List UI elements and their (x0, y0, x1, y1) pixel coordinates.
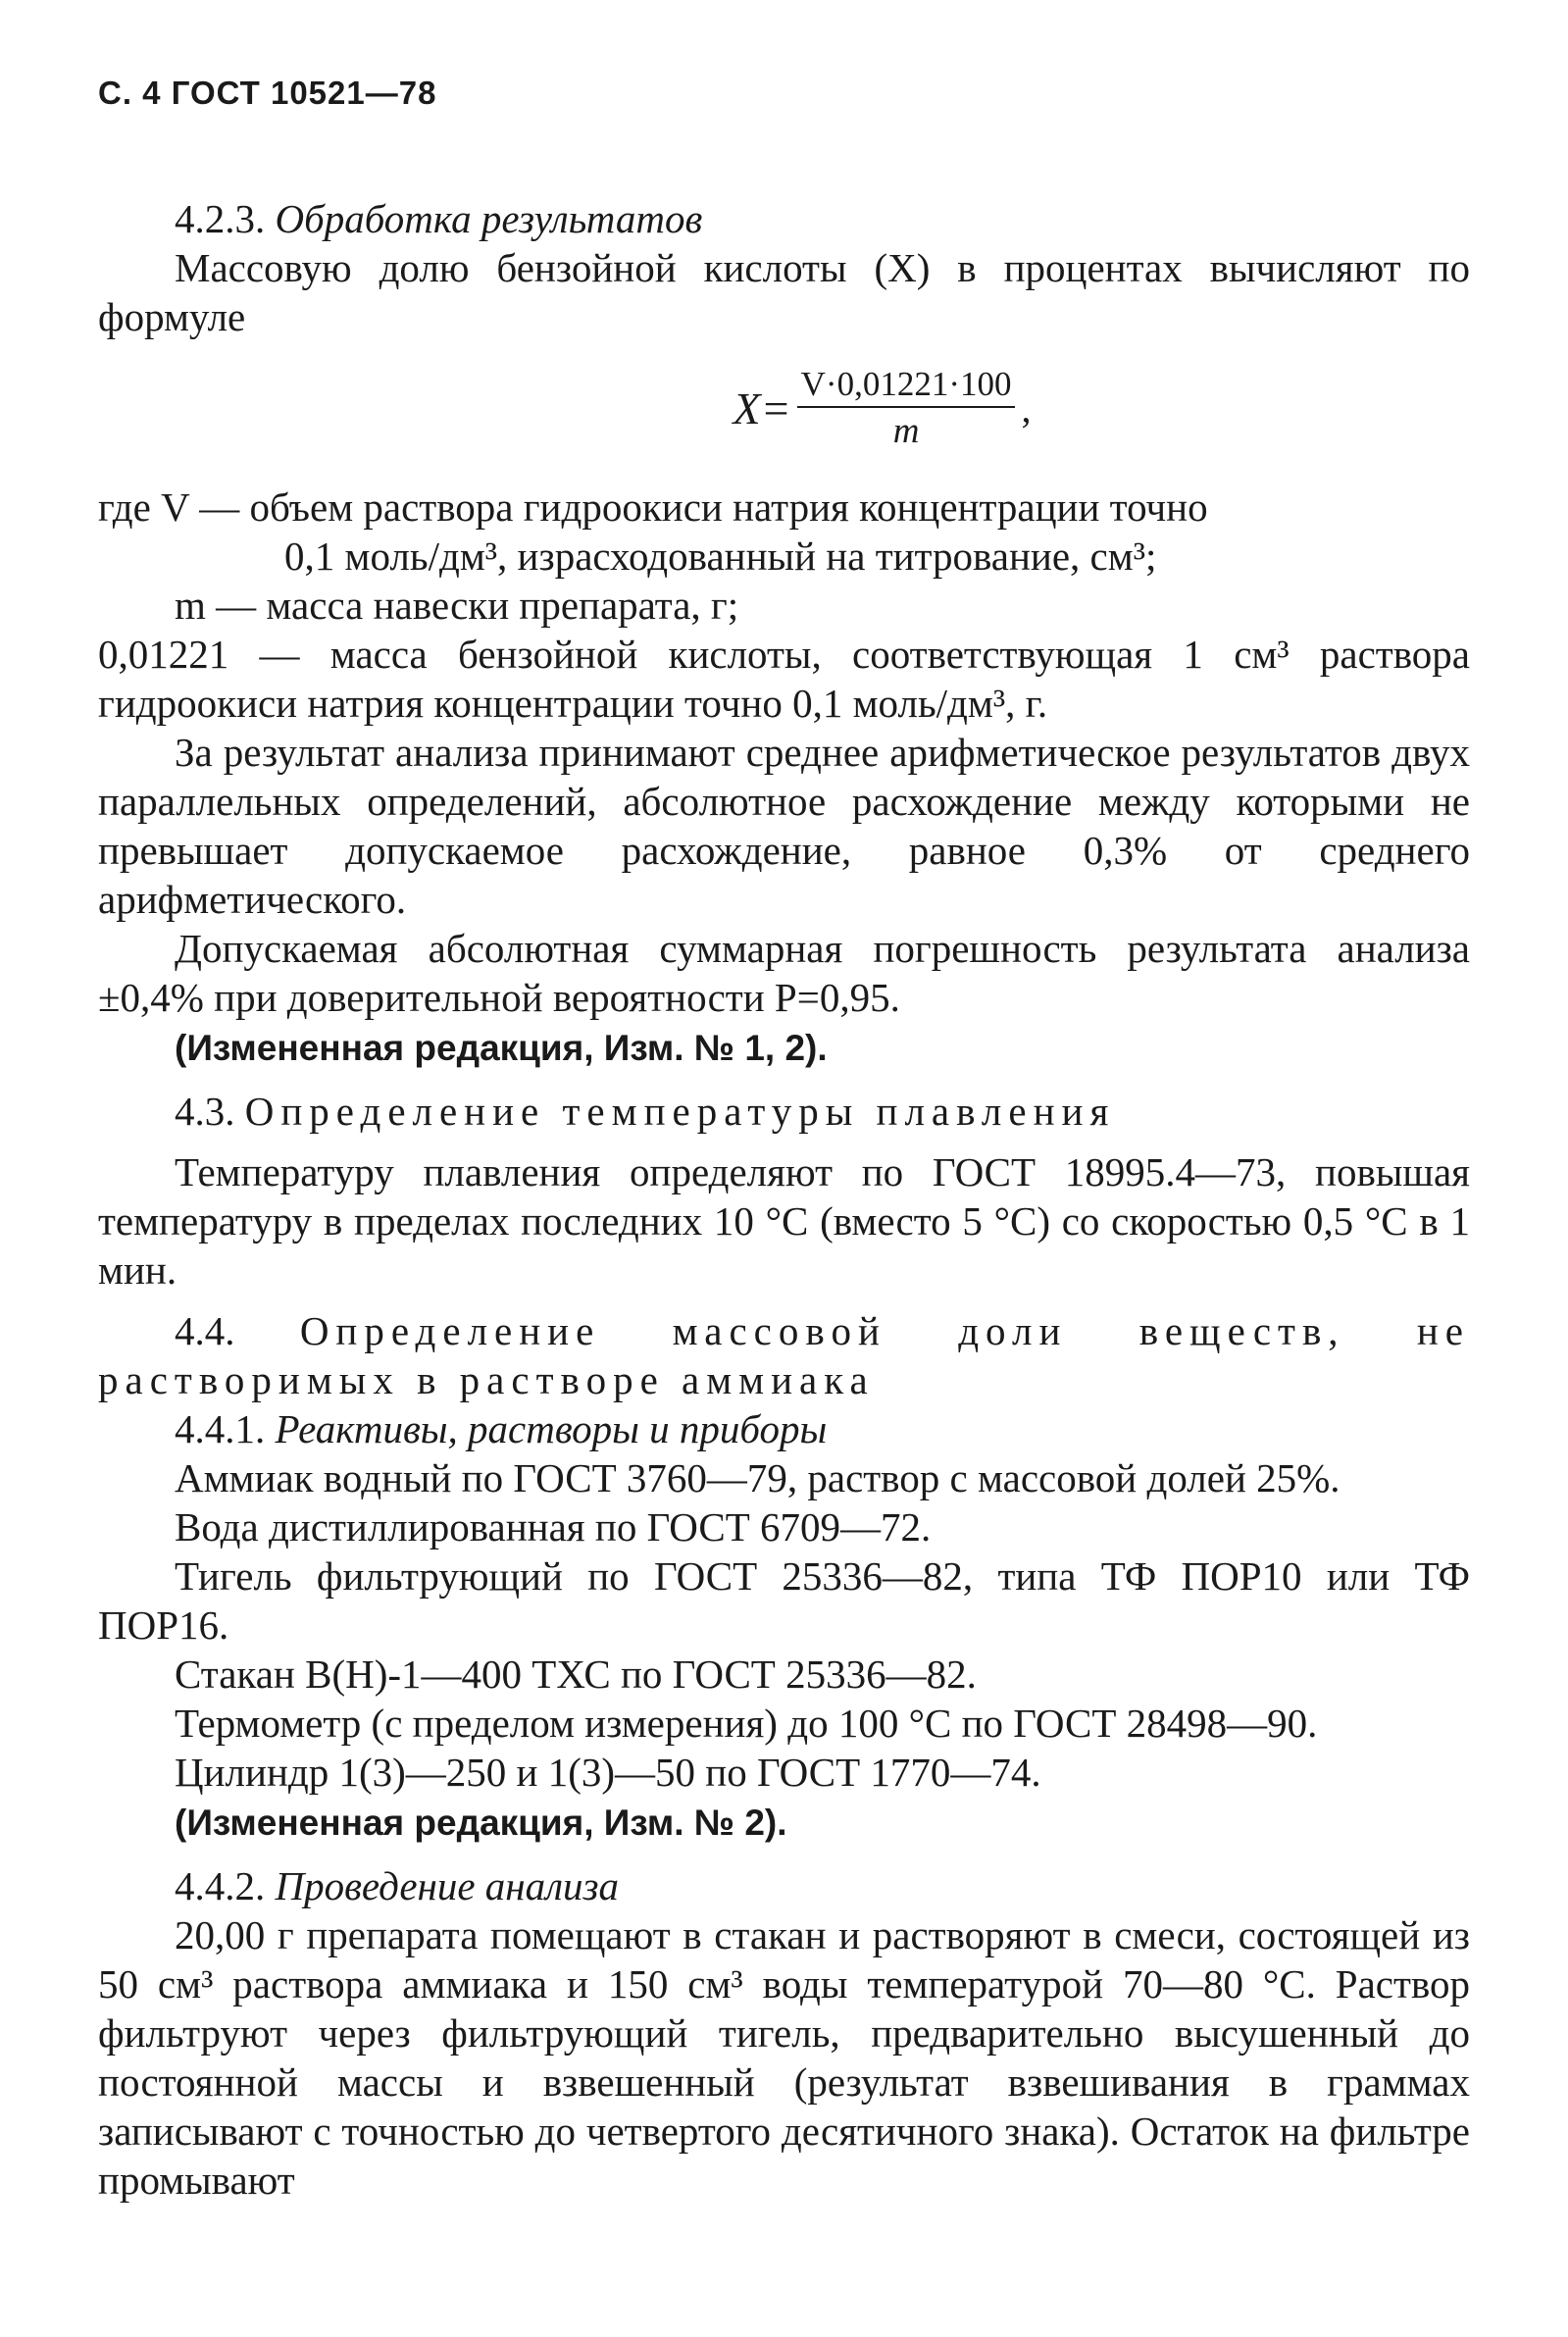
formula-denominator: m (892, 411, 920, 451)
section-heading (98, 194, 1470, 243)
section-heading (98, 1404, 1470, 1453)
section-heading (98, 1306, 1470, 1404)
section-number: 4.4. (175, 1308, 235, 1353)
where-line: 0,1 моль/дм³, израсходованный на титрование, см³; (284, 533, 1157, 579)
section-heading (98, 1861, 1470, 1910)
amendment-note: (Измененная редакция, Изм. № 1, 2). (175, 1028, 828, 1068)
formula-fraction (797, 363, 1016, 455)
section-number: 4.2.3. (175, 196, 266, 241)
list-item: Стакан В(Н)-1—400 ТХС по ГОСТ 25336—82. (175, 1651, 977, 1697)
paragraph: Допускаемая абсолютная суммарная погрешность результата анализа ±0,4% при доверительной вероятности P=0,95. (98, 926, 1470, 1020)
list-item: Цилиндр 1(3)—250 и 1(3)—50 по ГОСТ 1770—74. (175, 1750, 1041, 1795)
formula-numerator: V·0,01221·100 (800, 365, 1012, 403)
section-number: 4.3. (175, 1089, 235, 1134)
formula (294, 341, 1470, 483)
paragraph: Массовую долю бензойной кислоты (X) в процентах вычисляют по формуле (98, 245, 1470, 339)
paragraph: Температуру плавления определяют по ГОСТ 18995.4—73, повышая температуру в пределах последних 10 °С (вместо 5 °С) со скоростью 0,5 °С в 1 мин. (98, 1149, 1470, 1293)
section-title: Определение температуры плавления (244, 1089, 1116, 1134)
section-title: Проведение анализа (275, 1863, 620, 1908)
section-4-4-1 (98, 1404, 1470, 1848)
section-number: 4.4.2. (175, 1863, 266, 1908)
section-heading (98, 1087, 1470, 1136)
section-title: Обработка результатов (275, 196, 703, 241)
section-title: Реактивы, растворы и приборы (275, 1406, 828, 1451)
section-4-4 (98, 1306, 1470, 1404)
list-item: Вода дистиллированная по ГОСТ 6709—72. (175, 1504, 932, 1550)
where-line: где V — объем раствора гидроокиси натрия концентрации точно (98, 484, 1208, 530)
where-line: m — масса навески препарата, г; (175, 583, 739, 628)
section-4-3 (98, 1087, 1470, 1295)
amendment-note: (Измененная редакция, Изм. № 2). (175, 1803, 787, 1843)
section-4-4-2 (98, 1861, 1470, 2205)
paragraph: За результат анализа принимают среднее арифметическое результатов двух параллельных определений, абсолютное расхождение между которыми не превышает допускаемое расхождение, равное 0,3% от среднего арифметического. (98, 730, 1470, 922)
section-title: Определение массовой доли веществ, не растворимых в растворе аммиака (98, 1308, 1470, 1402)
where-line: 0,01221 — масса бензойной кислоты, соответствующая 1 см³ раствора гидроокиси натрия концентрации точно 0,1 моль/дм³, г. (98, 632, 1470, 726)
list-item: Термометр (с пределом измерения) до 100 °С по ГОСТ 28498—90. (175, 1701, 1318, 1746)
formula-lhs: X= (733, 383, 791, 433)
list-item: Аммиак водный по ГОСТ 3760—79, раствор с массовой долей 25%. (175, 1455, 1340, 1500)
section-number: 4.4.1. (175, 1406, 266, 1451)
page-header: С. 4 ГОСТ 10521—78 (98, 75, 437, 111)
section-4-2-3 (98, 194, 1470, 1073)
formula-tail: , (1021, 386, 1032, 431)
list-item: Тигель фильтрующий по ГОСТ 25336—82, типа ТФ ПОР10 или ТФ ПОР16. (98, 1553, 1470, 1648)
paragraph: 20,00 г препарата помещают в стакан и растворяют в смеси, состоящей из 50 см³ раствора аммиака и 150 см³ воды температурой 70—80 °С. Раствор фильтруют через фильтрующий тигель, предварительно высушенный до постоянной массы и взвешенный (результат взвешивания в граммах записывают с точностью до четвертого десятичного знака). Остаток на фильтре промывают (98, 1912, 1470, 2203)
